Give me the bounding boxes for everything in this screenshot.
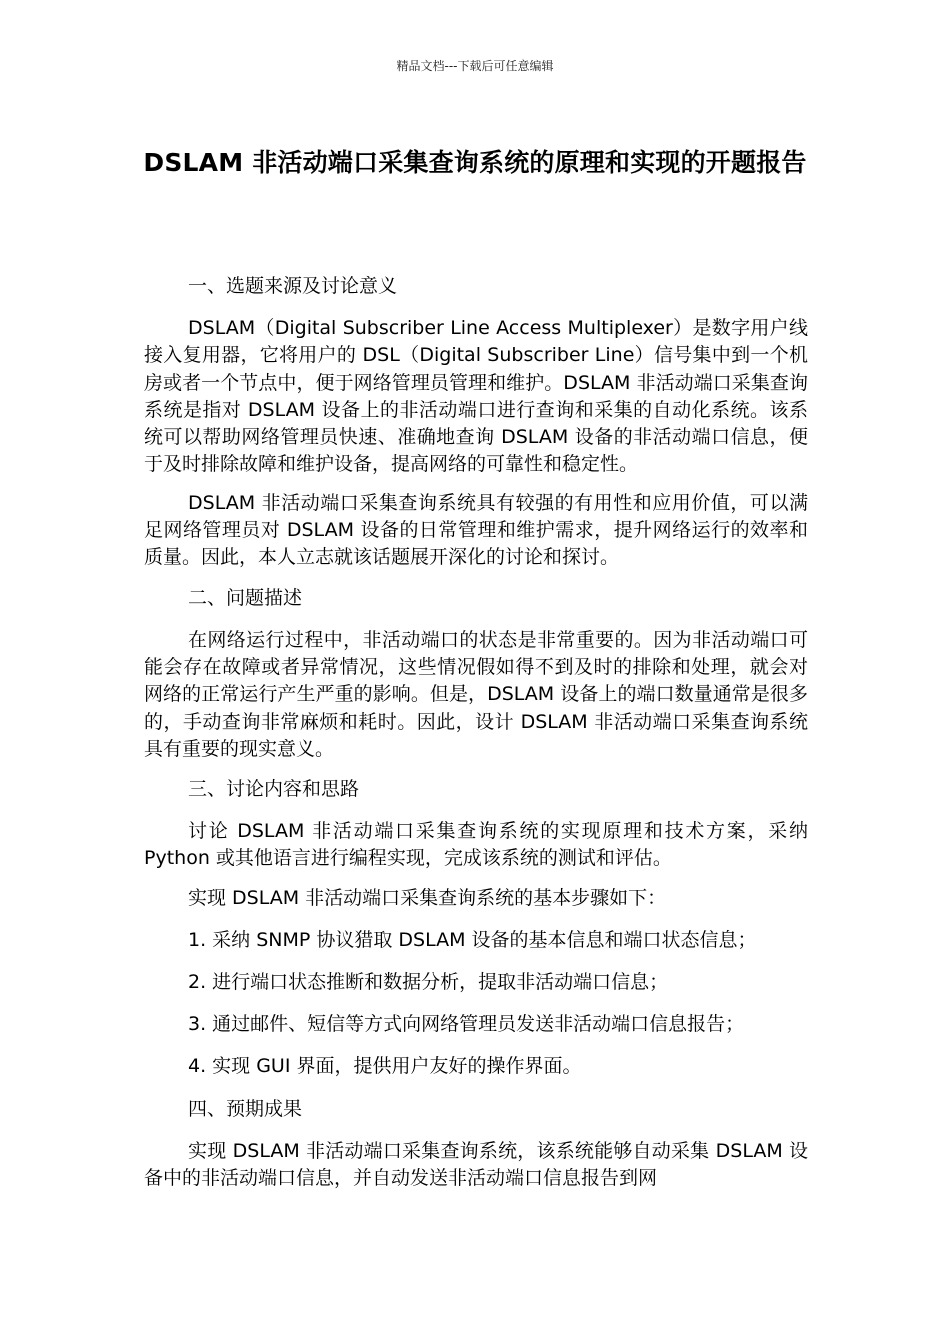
section-heading-expected-results: 四、预期成果 xyxy=(188,1097,303,1120)
section-heading-source-significance: 一、选题来源及讨论意义 xyxy=(188,275,398,297)
paragraph-steps-intro: 实现 DSLAM 非活动端口采集查询系统的基本步骤如下： xyxy=(188,886,667,909)
list-item-step-2: 2. 进行端口状态推断和数据分析，提取非活动端口信息； xyxy=(188,970,669,993)
paragraph-research-content: 讨论 DSLAM 非活动端口采集查询系统的实现原理和技术方案，采纳 Python 或其他语言进行编程实现，完成该系统的测试和评估。 xyxy=(144,820,808,870)
page-header-watermark: 精品文档---下载后可任意编辑 xyxy=(396,59,554,73)
list-item-step-1: 1. 采纳 SNMP 协议猎取 DSLAM 设备的基本信息和端口状态信息； xyxy=(188,928,757,951)
paragraph-problem-description: 在网络运行过程中，非活动端口的状态是非常重要的。因为非活动端口可能会存在故障或者异常情况，这些情况假如得不到及时的排除和处理，就会对网络的正常运行产生严重的影响。但是，DSLAM 设备上的端口数量通常是很多的，手动查询非常麻烦和耗时。因此，设计 DSLAM 非活动端口采集查询系统具有重要的现实意义。 xyxy=(144,628,808,760)
section-heading-problem: 二、问题描述 xyxy=(188,586,303,609)
paragraph-expected-results: 实现 DSLAM 非活动端口采集查询系统，该系统能够自动采集 DSLAM 设备中的非活动端口信息，并自动发送非活动端口信息报告到网 xyxy=(144,1139,808,1190)
document-body xyxy=(144,271,808,1203)
list-item-step-3: 3. 通过邮件、短信等方式向网络管理员发送非活动端口信息报告； xyxy=(188,1012,745,1035)
document-title: DSLAM 非活动端口采集查询系统的原理和实现的开题报告 xyxy=(143,148,807,177)
paragraph-system-value: DSLAM 非活动端口采集查询系统具有较强的有用性和应用价值，可以满足网络管理员对 DSLAM 设备的日常管理和维护需求，提升网络运行的效率和质量。因此，本人立志就该话题展开深化的讨论和探讨。 xyxy=(144,491,808,569)
paragraph-dslam-intro: DSLAM（Digital Subscriber Line Access Multiplexer）是数字用户线接入复用器，它将用户的 DSL（Digital Subscriber Line）信号集中到一个机房或者一个节点中，便于网络管理员管理和维护。DSLAM 非活动端口采集查询系统是指对 DSLAM 设备上的非活动端口进行查询和采集的自动化系统。该系统可以帮助网络管理员快速、准确地查询 DSLAM 设备的非活动端口信息，便于及时排除故障和维护设备，提高网络的可靠性和稳定性。 xyxy=(144,317,808,476)
section-heading-content-approach: 三、讨论内容和思路 xyxy=(188,778,360,801)
list-item-step-4: 4. 实现 GUI 界面，提供用户友好的操作界面。 xyxy=(188,1054,582,1077)
